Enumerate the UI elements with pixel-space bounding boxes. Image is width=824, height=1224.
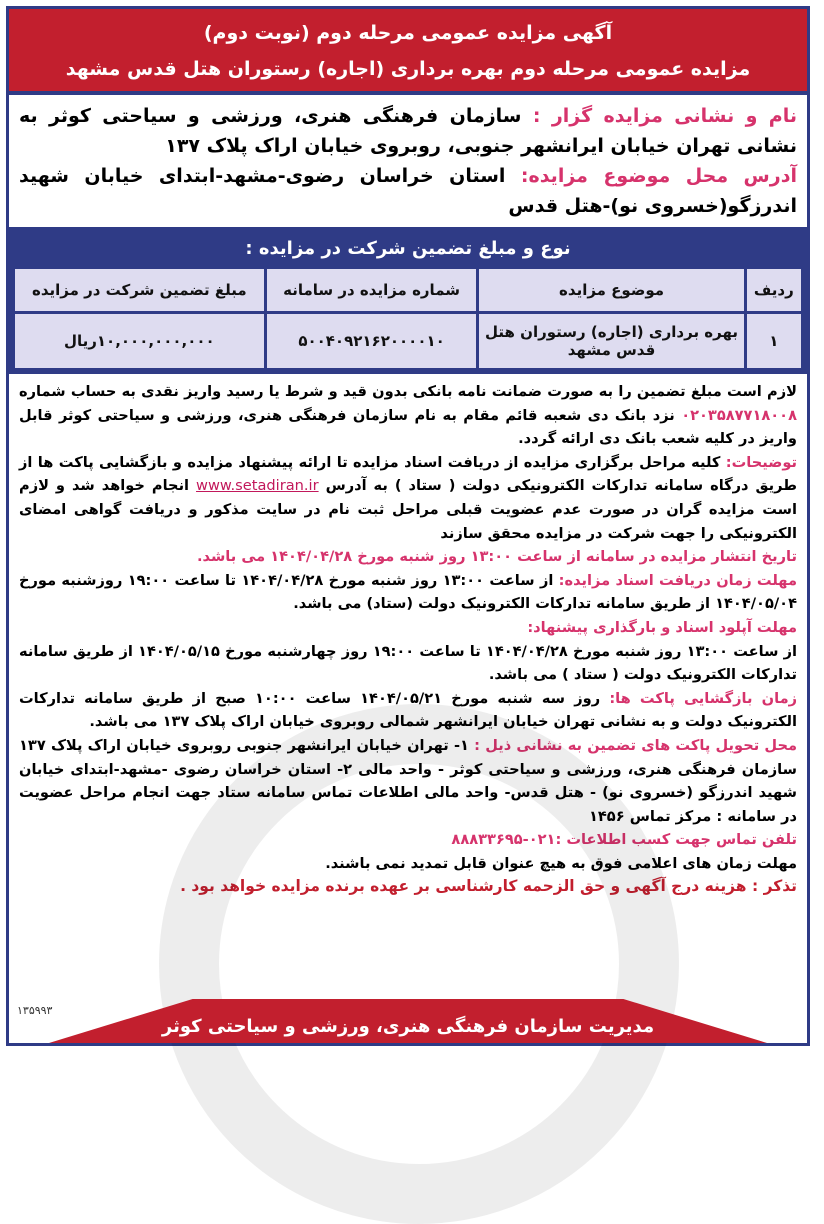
contact-phone: تلفن تماس جهت کسب اطلاعات :۰۲۱-۸۸۸۳۳۶۹۵ xyxy=(451,831,797,849)
opening-paragraph xyxy=(19,687,797,734)
deadline-note: مهلت زمان های اعلامی فوق به هیچ عنوان قابل تمدید نمی باشند. xyxy=(325,854,797,872)
cell-number: ۵۰۰۴۰۹۲۱۶۲۰۰۰۰۱۰ xyxy=(267,314,477,368)
col-header-amount: مبلغ تضمین شرکت در مزایده xyxy=(15,269,264,311)
reminder-text: هزینه درج آگهی و حق الزحمه کارشناسی بر عهده برنده مزایده خواهد بود . xyxy=(180,877,747,896)
reminder-paragraph xyxy=(19,875,797,899)
notice-subtitle: مزایده عمومی مرحله دوم بهره برداری (اجاره) رستوران هتل قدس مشهد xyxy=(65,58,751,80)
guarantee-text-2: نزد بانک دی شعبه قائم مقام به نام سازمان فرهنگی هنری، ورزشی و سیاحتی کوثر قابل واریز در کلیه شعب بانک دی ارائه گردد. xyxy=(19,406,797,448)
section-title: نوع و مبلغ تضمین شرکت در مزایده : xyxy=(9,232,807,266)
notes-text: کلیه مراحل برگزاری مزایده از دریافت اسناد مزایده تا ارائه پیشنهاد مزایده و بازگشایی پاکت ها از طریق درگاه سامانه تدارکات الکترونیکی دولت ( ستاد ) به آدرس xyxy=(19,453,797,495)
guarantee-text: لازم است مبلغ تضمین را به صورت ضمانت نامه بانکی بدون قید و شرط یا رسید واریز نقدی به حساب شماره xyxy=(19,383,797,400)
account-number: ۰۲۰۳۵۸۷۷۱۸۰۰۸ xyxy=(681,406,797,424)
cell-subject: بهره برداری (اجاره) رستوران هتل قدس مشهد xyxy=(479,314,743,368)
docs-text: از ساعت ۱۳:۰۰ روز شنبه مورخ ۱۴۰۴/۰۴/۲۸ تا ساعت ۱۹:۰۰ روزشنبه مورخ ۱۴۰۴/۰۵/۰۴ از طریق سامانه تدارکات الکترونیک دولت (ستاد) می باشد. xyxy=(19,571,797,613)
docs-paragraph xyxy=(19,569,797,616)
upload-text: از ساعت ۱۳:۰۰ روز شنبه مورخ ۱۴۰۴/۰۴/۲۸ تا ساعت ۱۹:۰۰ روز چهارشنبه مورخ ۱۴۰۴/۰۵/۱۵ از طریق سامانه تدارکات الکترونیک دولت ( ستاد ) می باشد. xyxy=(19,642,798,684)
reminder-label: تذکر : xyxy=(751,877,797,896)
opening-label: زمان بازگشایی پاکت ها: xyxy=(609,689,798,707)
organizer-label: نام و نشانی مزایده گزار : xyxy=(532,105,797,127)
location-text: استان خراسان رضوی-مشهد-ابتدای خیابان شهید اندرزگو(خسروی نو)-هتل قدس xyxy=(19,165,797,217)
setad-link[interactable]: www.setadiran.ir xyxy=(196,477,319,495)
cell-amount: ۱۰,۰۰۰,۰۰۰,۰۰۰ریال xyxy=(15,314,264,368)
notes-text-2: انجام خواهد شد و لازم است مزایده گران در صورت عدم عضویت قبلی مراحل ثبت نام در سایت مذکور و دریافت گواهی امضای الکترونیکی را جهت شرکت در مزایده محقق سازند xyxy=(19,477,797,542)
notes-label: توضیحات: xyxy=(725,453,797,471)
notes-paragraph xyxy=(19,451,797,545)
table-row xyxy=(15,314,801,368)
delivery-paragraph xyxy=(19,734,797,828)
organizer-text: سازمان فرهنگی هنری، ورزشی و سیاحتی کوثر به نشانی تهران خیابان ایرانشهر جنوبی، روبروی خیابان اراک پلاک ۱۳۷ xyxy=(19,105,797,157)
col-header-subject: موضوع مزایده xyxy=(479,269,743,311)
col-header-number: شماره مزایده در سامانه xyxy=(267,269,477,311)
cell-row-num: ۱ xyxy=(747,314,801,368)
docs-label: مهلت زمان دریافت اسناد مزایده: xyxy=(558,571,797,589)
auction-notice xyxy=(6,6,810,1046)
opening-text: روز سه شنبه مورخ ۱۴۰۴/۰۵/۲۱ ساعت ۱۰:۰۰ صبح از طریق سامانه تدارکات الکترونیک دولت و به نشانی تهران خیابان ایرانشهر شمالی روبروی خیابان اراک پلاک ۱۳۷ می باشد. xyxy=(19,689,797,731)
table-header-row xyxy=(15,269,801,311)
delivery-text: ۱- تهران خیابان ایرانشهر جنوبی روبروی خیابان اراک پلاک ۱۳۷ سازمان فرهنگی هنری، ورزشی و سیاحتی کوثر - واحد مالی ۲- استان خراسان رضوی -مشهد-ابتدای خیابان شهید اندرزگو (خسروی نو) - هتل قدس- واحد مالی اطلاعات تماس سامانه ستاد جهت انجام مراحل عضویت در سامانه : مرکز تماس ۱۴۵۶ xyxy=(19,736,797,825)
publish-date: تاریخ انتشار مزایده در سامانه از ساعت ۱۳:۰۰ روز شنبه مورخ ۱۴۰۴/۰۴/۲۸ می باشد. xyxy=(196,548,797,566)
notice-header xyxy=(9,9,807,95)
ad-id: ۱۳۵۹۹۳ xyxy=(17,1004,53,1017)
location-label: آدرس محل موضوع مزایده: xyxy=(520,165,797,187)
auction-table xyxy=(9,266,807,374)
notice-body xyxy=(9,374,807,899)
guarantee-paragraph xyxy=(19,380,797,451)
notice-title: آگهی مزایده عمومی مرحله دوم (نوبت دوم) xyxy=(203,22,613,44)
footer-signature: مدیریت سازمان فرهنگی هنری، ورزشی و سیاحتی کوثر xyxy=(161,1016,655,1037)
delivery-label: محل تحویل پاکت های تضمین به نشانی ذیل : xyxy=(474,736,797,754)
upload-paragraph xyxy=(19,616,797,687)
footer xyxy=(9,995,807,1043)
upload-label: مهلت آپلود اسناد و بارگذاری پیشنهاد: xyxy=(527,618,797,636)
organizer-info xyxy=(9,95,807,232)
col-header-row-num: ردیف xyxy=(747,269,801,311)
